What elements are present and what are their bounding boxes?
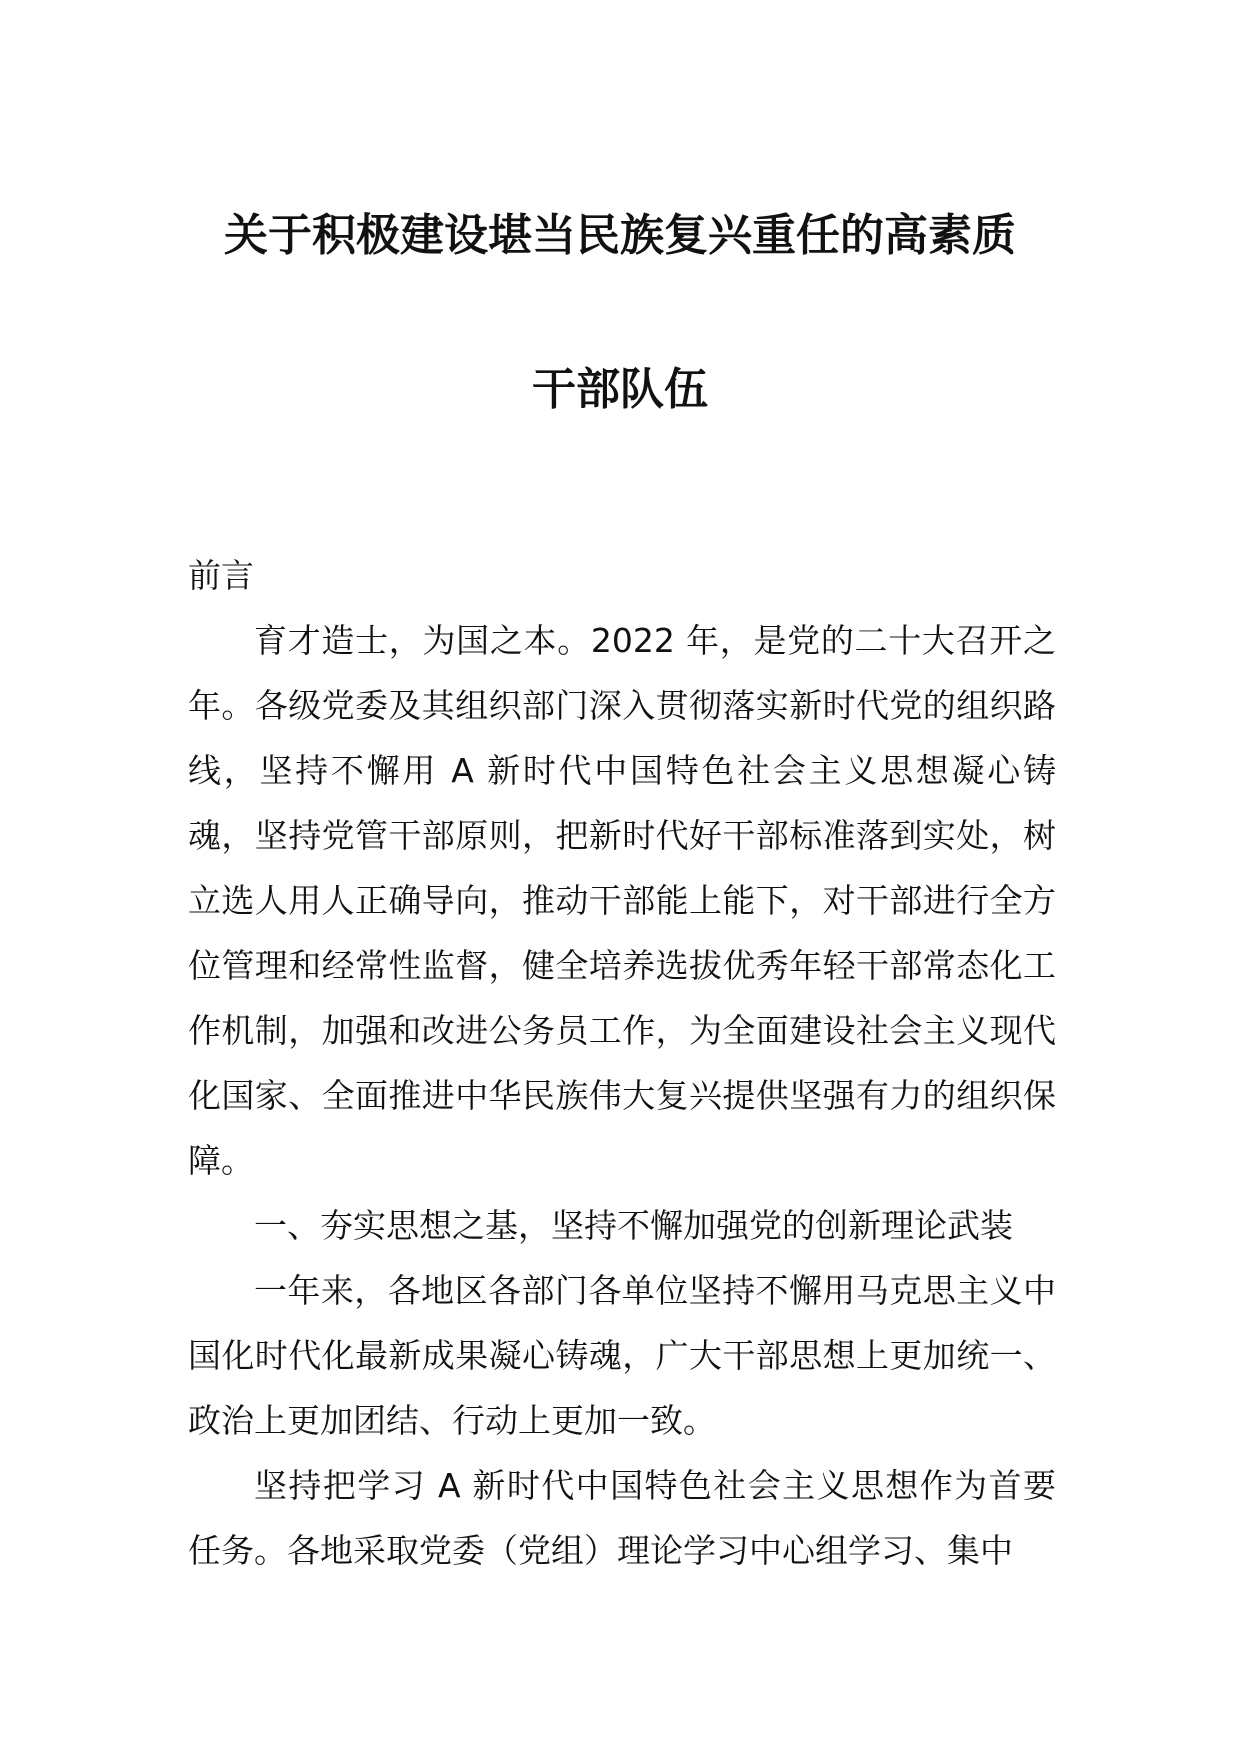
document-title-line-1: 关于积极建设堪当民族复兴重任的高素质 [224,210,1016,261]
paragraph: 坚持把学习 A 新时代中国特色社会主义思想作为首要任务。各地采取党委（党组）理论学习中心组学习、集中 [188,1466,1056,1570]
document-body [188,543,1056,1583]
preface-heading: 前言 [188,556,254,595]
paragraph: 育才造士，为国之本。2022 年，是党的二十大召开之年。各级党委及其组织部门深入贯彻落实新时代党的组织路线，坚持不懈用 A 新时代中国特色社会主义思想凝心铸魂，坚持党管干部原则，把新时代好干部标准落到实处，树立选人用人正确导向，推动干部能上能下，对干部进行全方位管理和经常性监督，健全培养选拔优秀年轻干部常态化工作机制，加强和改进公务员工作，为全面建设社会主义现代化国家、全面推进中华民族伟大复兴提供坚强有力的组织保障。 [188,621,1056,1180]
paragraph: 一年来，各地区各部门各单位坚持不懈用马克思主义中国化时代化最新成果凝心铸魂，广大干部思想上更加统一、政治上更加团结、行动上更加一致。 [188,1271,1056,1440]
document-title-line-2: 干部队伍 [532,364,708,415]
section-heading: 一、夯实思想之基，坚持不懈加强党的创新理论武装 [254,1206,1013,1245]
